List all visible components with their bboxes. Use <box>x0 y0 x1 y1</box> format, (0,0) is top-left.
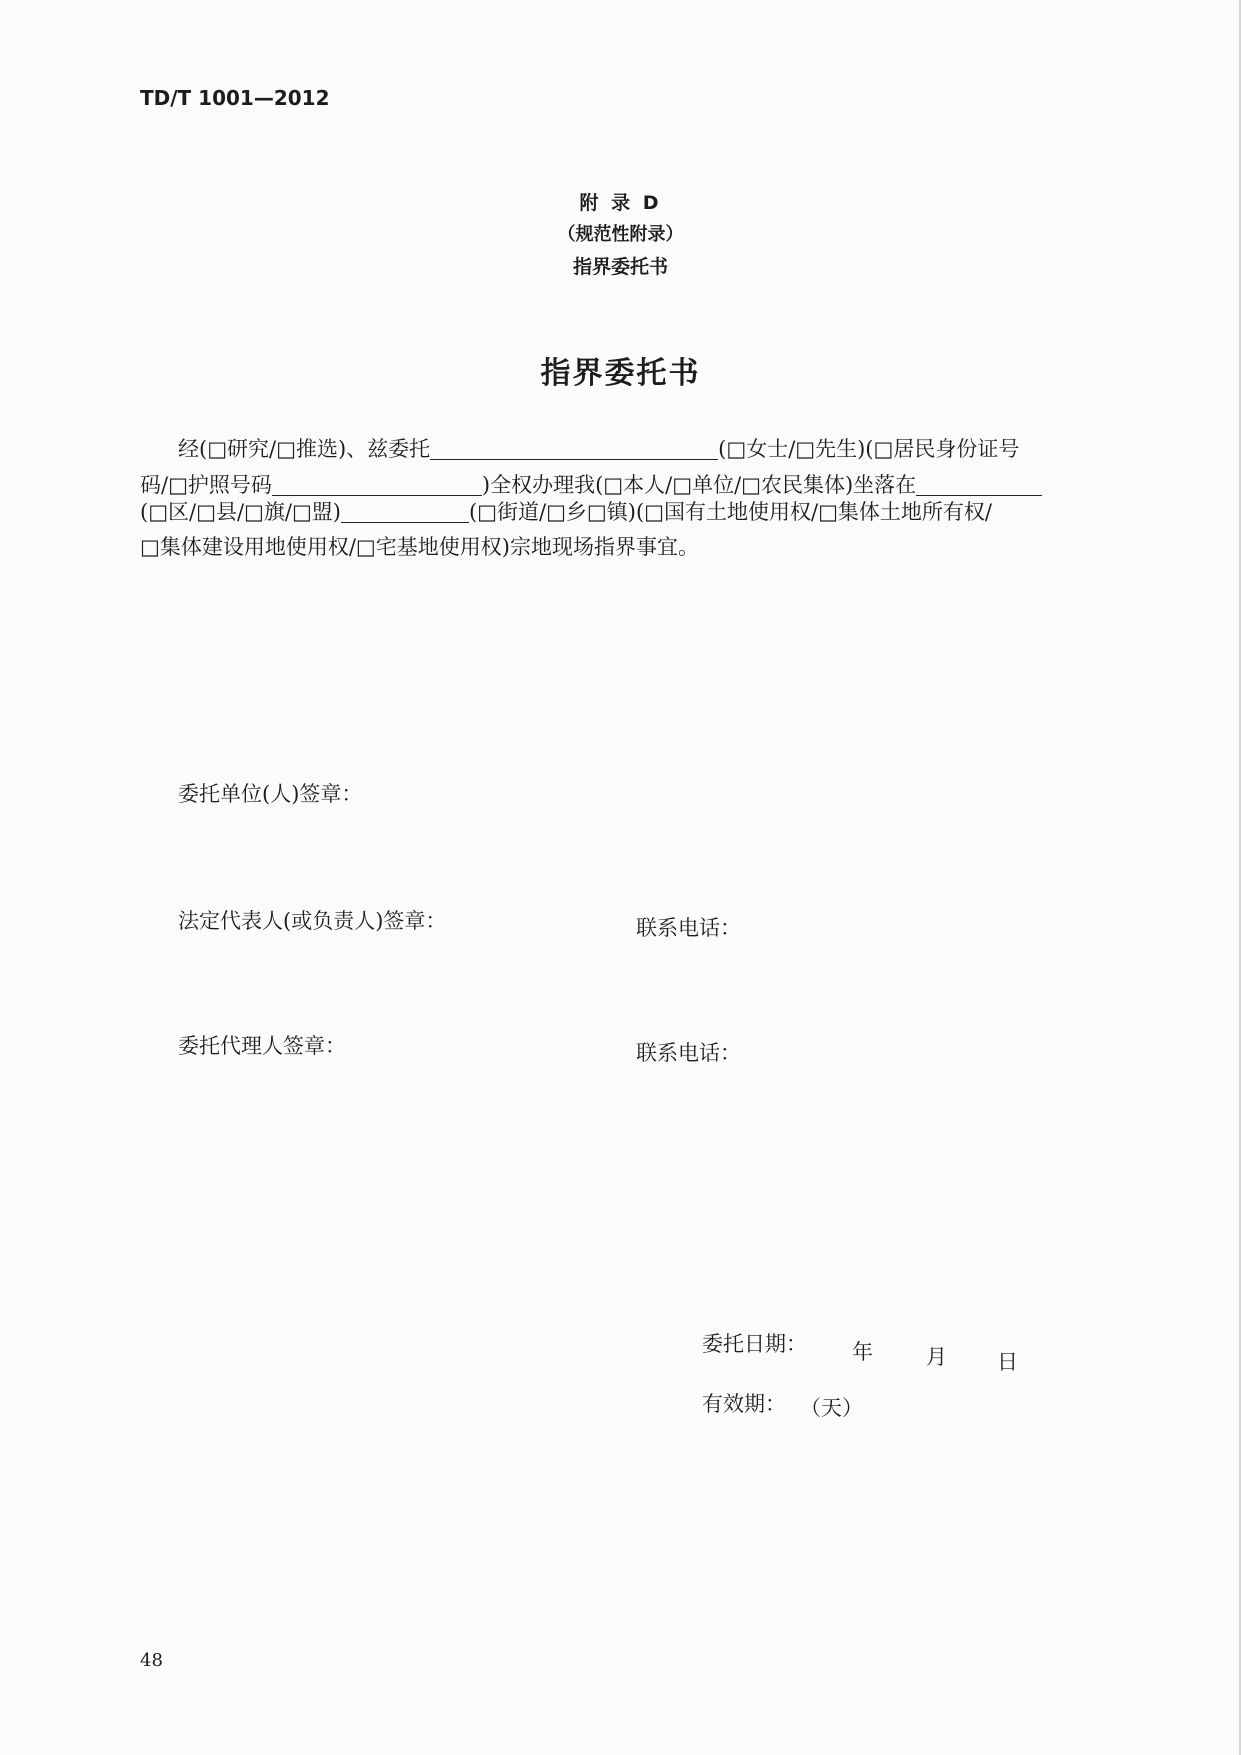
body-text: 经(□研究/□推选)、兹委托 <box>178 437 431 461</box>
location-blank <box>916 473 1042 496</box>
body-text: (□区/□县/□旗/□盟) <box>140 500 341 524</box>
date-year-label: 年 <box>852 1340 873 1364</box>
principal-signature-label: 委托单位(人)签章： <box>178 782 363 806</box>
legal-rep-signature-label: 法定代表人(或负责人)签章： <box>178 909 447 933</box>
id-number-blank <box>272 473 482 496</box>
body-line-3 <box>140 497 992 527</box>
appendix-name: 指界委托书 <box>572 256 668 278</box>
page-number: 48 <box>140 1650 163 1671</box>
body-text: □集体建设用地使用权/□宅基地使用权)宗地现场指界事宜。 <box>140 535 699 559</box>
body-text: 码/□护照号码 <box>140 473 272 497</box>
date-day-label: 日 <box>997 1350 1018 1374</box>
body-line-1 <box>178 434 1019 464</box>
agent-signature-label: 委托代理人签章： <box>178 1034 346 1058</box>
body-text: (□女士/□先生)(□居民身份证号 <box>718 437 1020 461</box>
body-text: )全权办理我(□本人/□单位/□农民集体)坐落在 <box>481 473 917 497</box>
district-blank <box>341 500 469 523</box>
form-title: 指界委托书 <box>540 356 701 391</box>
agent-phone-label: 联系电话： <box>636 1041 741 1065</box>
appendix-label: 附 录 D <box>579 192 662 214</box>
standard-code: TD/T 1001—2012 <box>140 86 330 110</box>
legal-rep-phone-label: 联系电话： <box>636 916 741 940</box>
validity-unit-label: （天） <box>800 1396 863 1420</box>
trustee-name-blank <box>430 437 718 460</box>
date-month-label: 月 <box>926 1345 947 1369</box>
validity-label: 有效期： <box>702 1392 786 1416</box>
entrust-date-label: 委托日期： <box>702 1332 807 1356</box>
body-line-2 <box>140 470 1042 500</box>
body-line-4 <box>140 532 699 562</box>
appendix-type: （规范性附录） <box>557 224 684 245</box>
body-text: (□街道/□乡□镇)(□国有土地使用权/□集体土地所有权/ <box>468 500 992 524</box>
